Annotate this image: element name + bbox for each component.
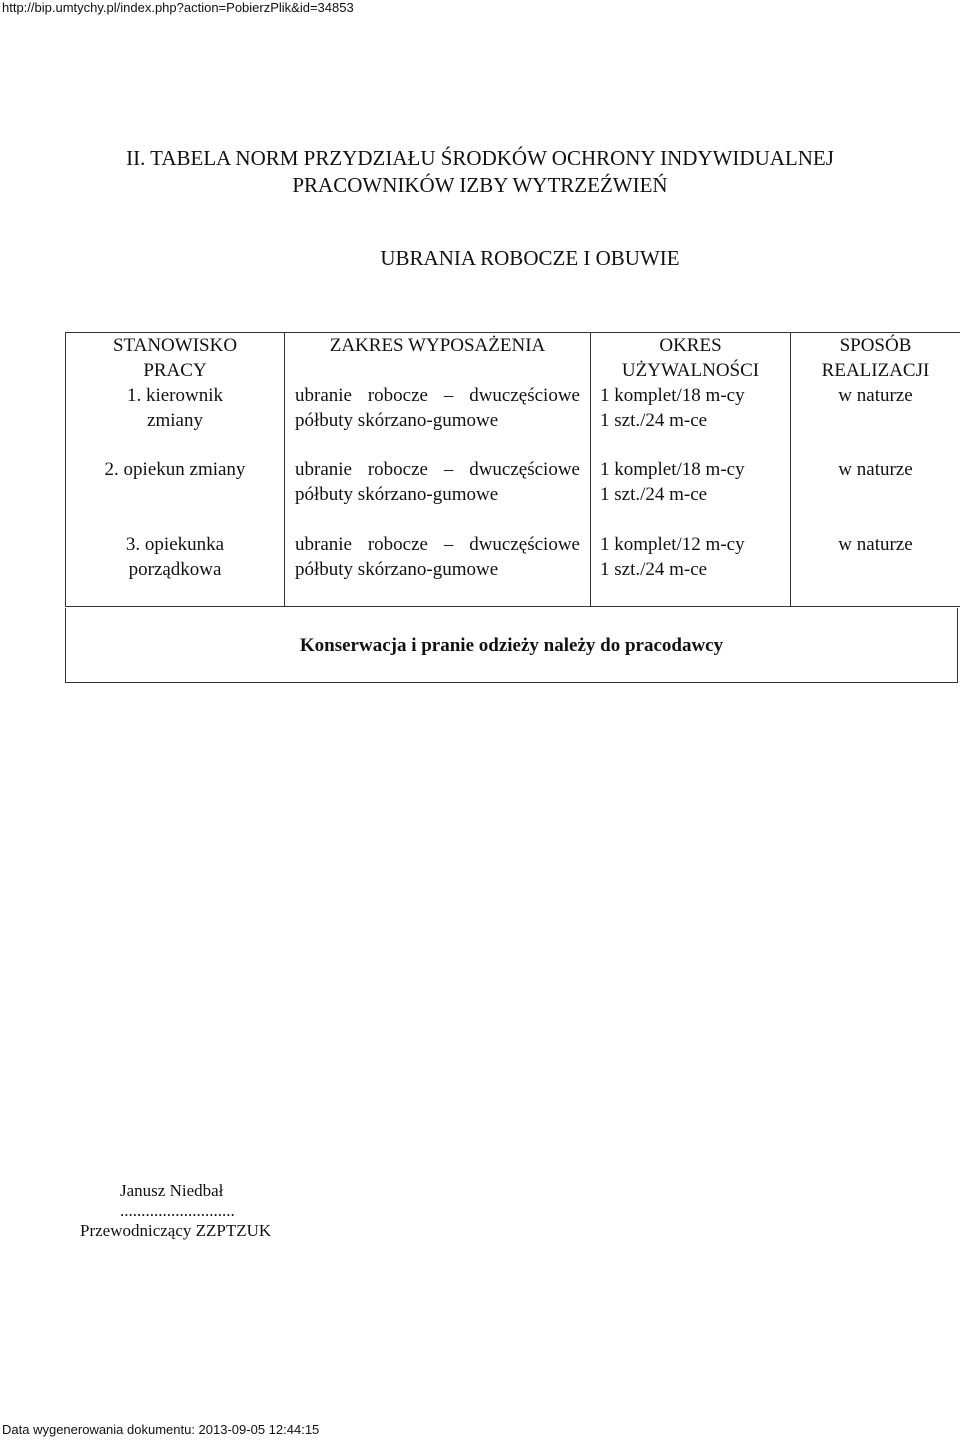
row2-equipment-line1: ubranie robocze – dwuczęściowe (295, 459, 580, 480)
row3-equipment (285, 532, 591, 582)
row2-period-line2: 1 szt./24 m-ce (600, 484, 708, 505)
row1-period-line1: 1 komplet/18 m-cy (600, 385, 745, 406)
row2-position-line1: 2. opiekun zmiany (104, 459, 246, 480)
row2-equipment (285, 457, 591, 507)
row3-position-line1: 3. opiekunka (125, 534, 225, 555)
document-subtitle (0, 246, 960, 271)
row3-method-text: w naturze (838, 534, 913, 555)
table-row-spacer (66, 433, 960, 457)
row3-method (791, 532, 960, 582)
document-subtitle-text: UBRANIA ROBOCZE I OBUWIE (380, 246, 680, 270)
footer-note: Konserwacja i pranie odzieży należy do pracodawcy (299, 635, 724, 656)
header-period-line2: UŻYWALNOŚCI (621, 360, 760, 381)
row1-position-line1: 1. kierownik (126, 385, 224, 406)
generation-date: Data wygenerowania dokumentu: 2013-09-05 12:44:15 (2, 1422, 320, 1437)
row2-period (591, 457, 791, 507)
source-url: http://bip.umtychy.pl/index.php?action=PobierzPlik&id=34853 (2, 0, 354, 15)
row3-period-line2: 1 szt./24 m-ce (600, 559, 708, 580)
cell-period (591, 333, 791, 434)
table-row-spacer (66, 507, 960, 532)
row2-method (791, 457, 960, 507)
row3-equipment-line2: półbuty skórzano-gumowe (295, 559, 499, 580)
signature-role: Przewodniczący ZZPTZUK (80, 1221, 272, 1240)
row3-equipment-line1: ubranie robocze – dwuczęściowe (295, 534, 580, 555)
document-title-line2: PRACOWNIKÓW IZBY WYTRZEŹWIEŃ (292, 173, 668, 197)
header-position-line2: PRACY (143, 360, 207, 381)
table-row-header-and-1 (66, 333, 960, 434)
row3-position (66, 532, 285, 582)
signature-block (80, 1181, 271, 1241)
row3-period-line1: 1 komplet/12 m-cy (600, 534, 745, 555)
row3-position-line2: porządkowa (128, 559, 222, 580)
row2-position (66, 457, 285, 507)
footer-note-box (65, 608, 958, 683)
cell-position (66, 333, 285, 434)
document-title-line1: II. TABELA NORM PRZYDZIAŁU ŚRODKÓW OCHRONY INDYWIDUALNEJ (126, 146, 834, 170)
row2-equipment-line2: półbuty skórzano-gumowe (295, 484, 499, 505)
document-title (0, 145, 960, 199)
row1-method: w naturze (838, 385, 913, 406)
table-row-3 (66, 532, 960, 582)
signature-dots: ........................... (120, 1201, 235, 1220)
row1-equipment-line1: ubranie robocze – dwuczęściowe (295, 385, 580, 406)
header-method-line2: REALIZACJI (821, 360, 930, 381)
row1-period-line2: 1 szt./24 m-ce (600, 410, 708, 431)
row2-method-text: w naturze (838, 459, 913, 480)
header-position-line1: STANOWISKO (112, 335, 238, 356)
header-method-line1: SPOSÓB (839, 335, 912, 356)
row3-period (591, 532, 791, 582)
signature-name: Janusz Niedbał (120, 1181, 224, 1200)
row1-equipment-line2: półbuty skórzano-gumowe (295, 410, 499, 431)
table-row-2 (66, 457, 960, 507)
header-period-line1: OKRES (659, 335, 722, 356)
norms-table (65, 332, 960, 607)
cell-method (791, 333, 960, 434)
table-row-spacer (66, 582, 960, 607)
row1-position-line2: zmiany (147, 410, 203, 431)
row2-period-line1: 1 komplet/18 m-cy (600, 459, 745, 480)
header-equipment: ZAKRES WYPOSAŻENIA (329, 335, 546, 356)
cell-equipment (285, 333, 591, 434)
header-equipment-blank (295, 358, 580, 383)
